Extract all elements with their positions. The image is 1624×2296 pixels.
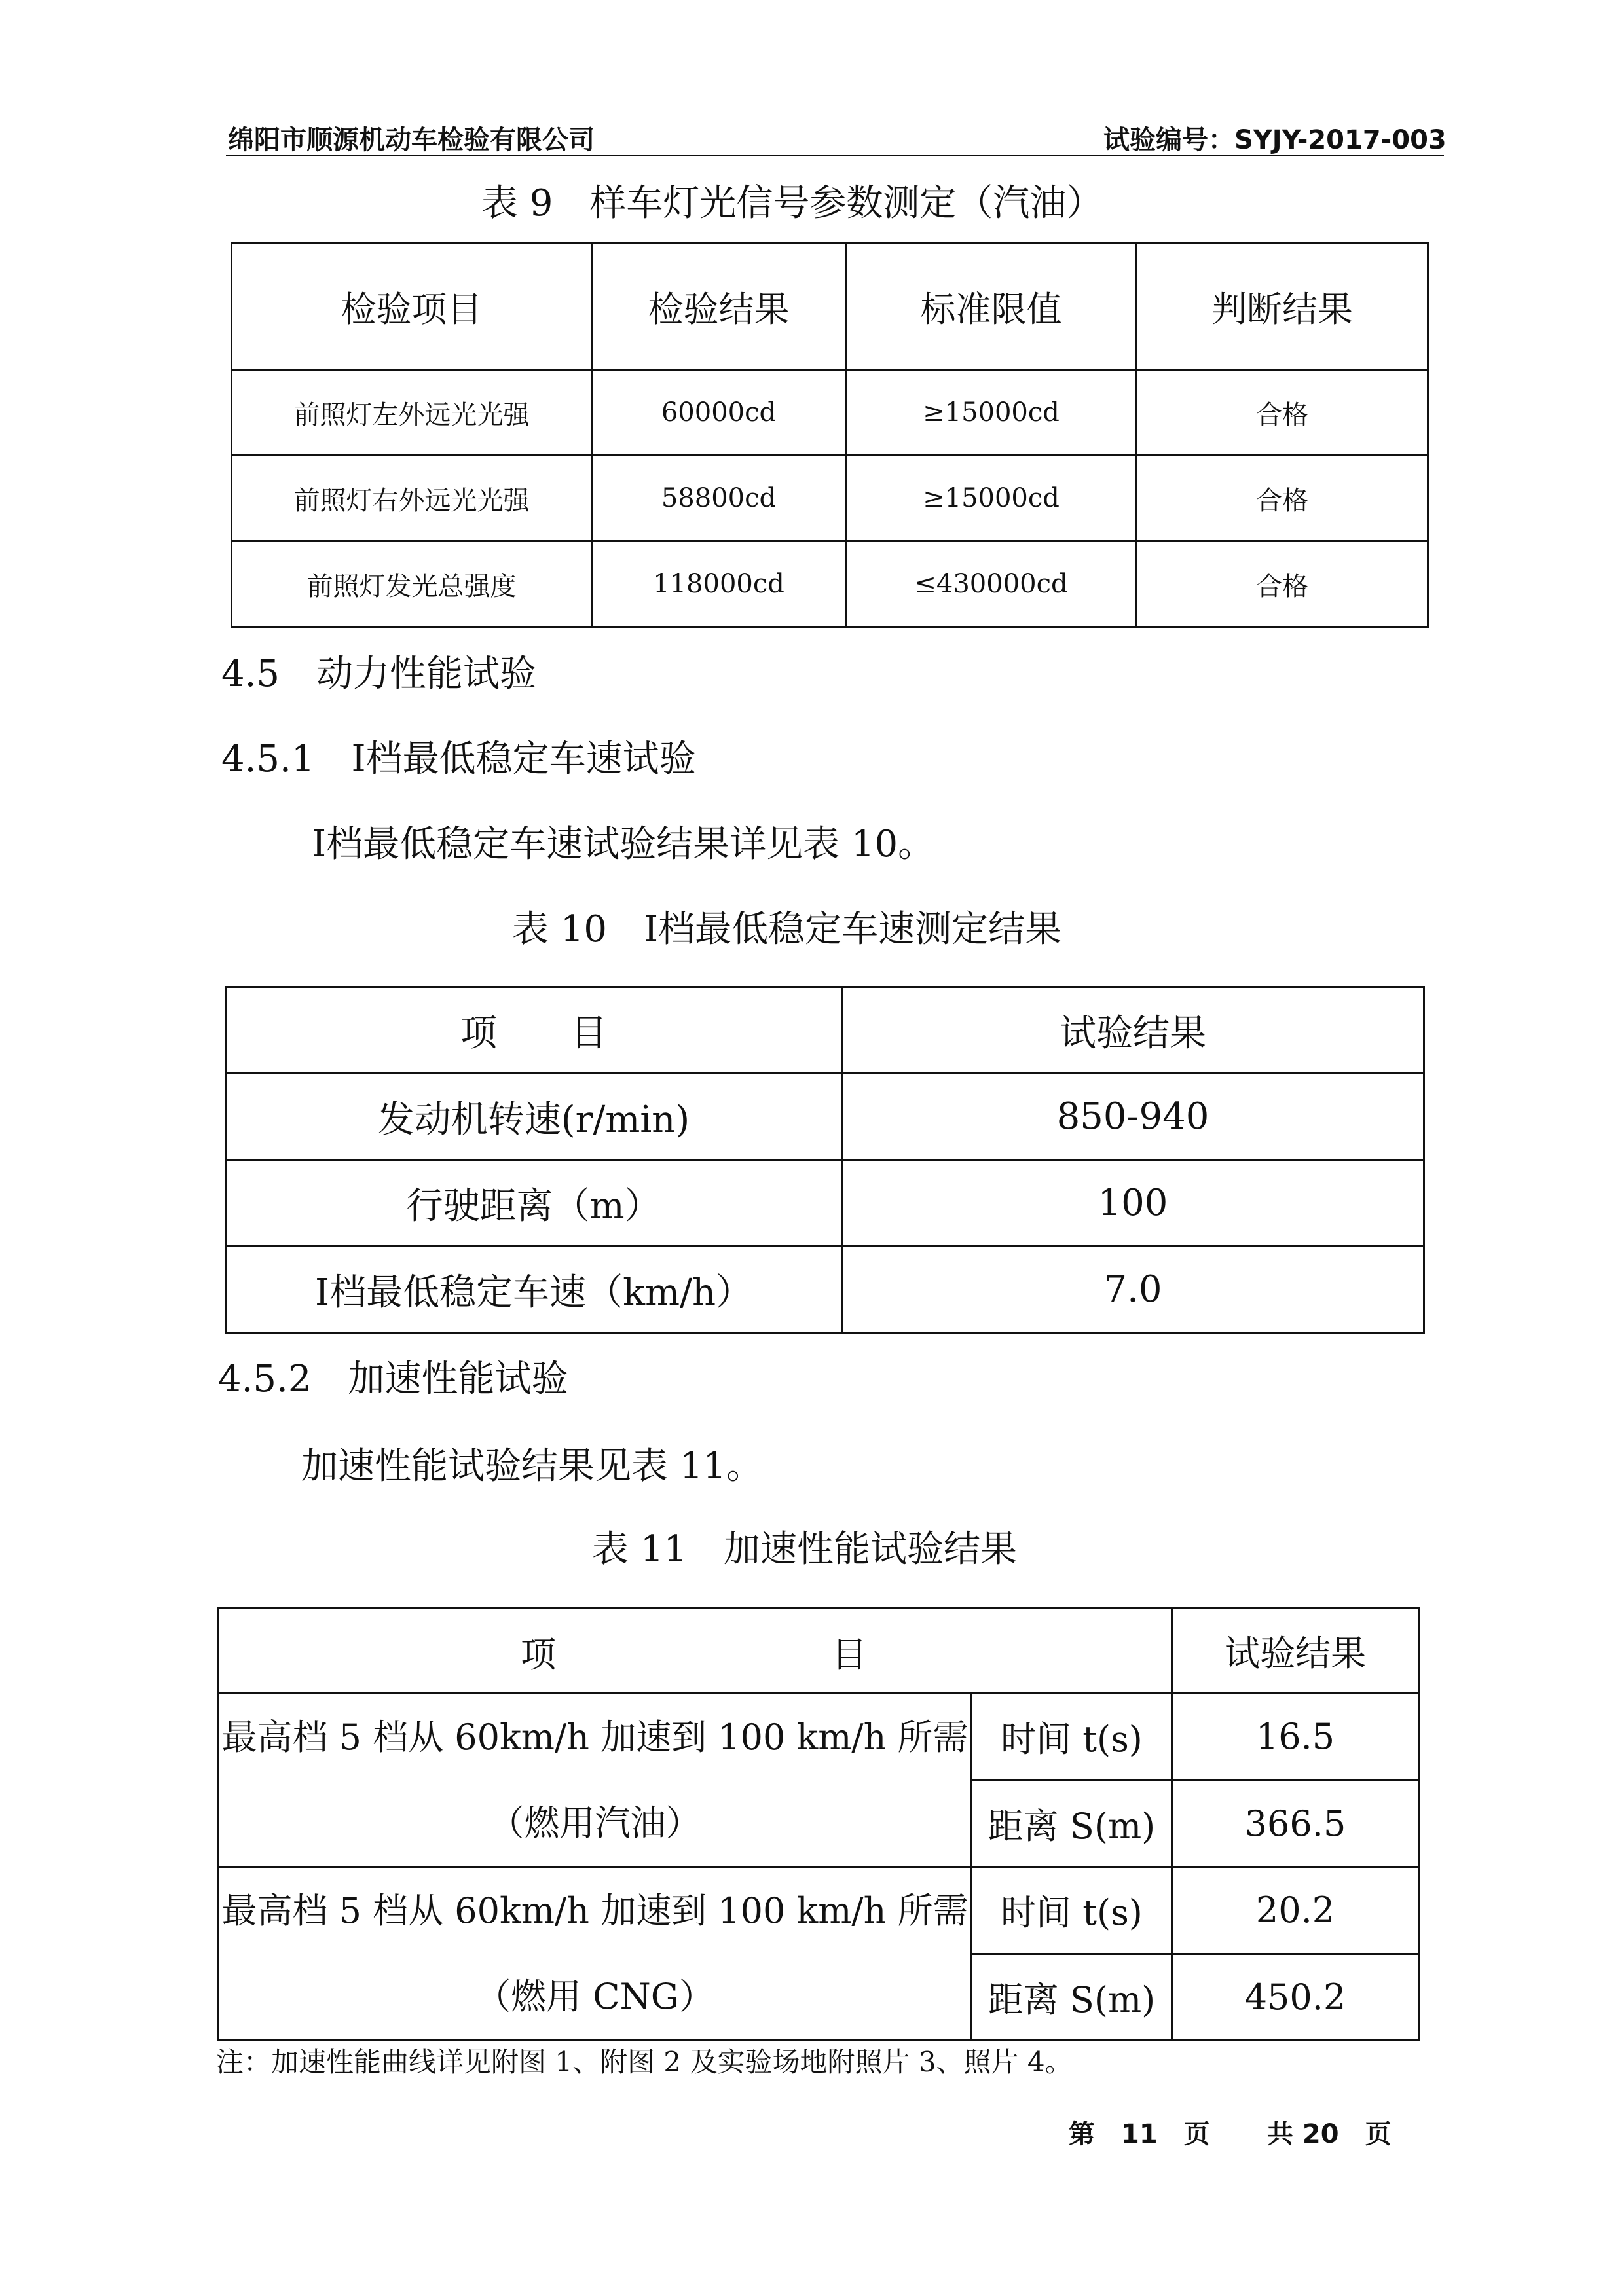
table9-caption: 表 9 样车灯光信号参数测定（汽油） xyxy=(481,182,1103,225)
report-number: 试验编号：SYJY-2017-003 xyxy=(1103,125,1447,155)
table9-cell: 合格 xyxy=(1137,541,1428,627)
table11-dist-value: 450.2 xyxy=(1172,1954,1419,2041)
table11-header-item-left: 项 xyxy=(521,1634,556,1675)
table9-cell: 58800cd xyxy=(592,456,846,541)
table9 xyxy=(231,242,1429,628)
table9-cell: 合格 xyxy=(1137,456,1428,541)
company-name: 绵阳市顺源机动车检验有限公司 xyxy=(228,125,595,155)
page-total: 共 20 页 xyxy=(1267,2119,1392,2149)
table11-dist-label: 距离 S(m) xyxy=(972,1780,1172,1867)
table10-cell: 行驶距离（m） xyxy=(226,1160,842,1247)
table11-group-label xyxy=(219,1694,972,1867)
table9-header: 检验项目 xyxy=(232,244,592,370)
table11-time-value: 16.5 xyxy=(1172,1694,1419,1781)
table11-header-item-right: 目 xyxy=(832,1634,867,1675)
table11-time-label: 时间 t(s) xyxy=(972,1867,1172,1954)
table9-cell: 合格 xyxy=(1137,370,1428,456)
page-number: 第 11 页 xyxy=(1069,2119,1210,2149)
table11 xyxy=(217,1607,1420,2041)
section-4-5-heading: 4.5 动力性能试验 xyxy=(221,653,537,695)
table9-cell: 前照灯左外远光光强 xyxy=(232,370,592,456)
table11-group-label-line2: （燃用汽油） xyxy=(489,1802,701,1844)
table9-cell: ≥15000cd xyxy=(846,370,1137,456)
table10-cell: 7.0 xyxy=(842,1247,1424,1333)
table9-cell: ≤430000cd xyxy=(846,541,1137,627)
table9-header: 标准限值 xyxy=(846,244,1137,370)
table10 xyxy=(225,986,1425,1334)
table11-note: 注：加速性能曲线详见附图 1、附图 2 及实验场地附照片 3、照片 4。 xyxy=(216,2046,1073,2078)
table9-cell: 前照灯发光总强度 xyxy=(232,541,592,627)
table11-header-item xyxy=(219,1609,1172,1694)
table9-cell: 60000cd xyxy=(592,370,846,456)
table11-time-label: 时间 t(s) xyxy=(972,1694,1172,1781)
section-4-5-2-heading: 4.5.2 加速性能试验 xyxy=(218,1358,568,1400)
table9-cell: 前照灯右外远光光强 xyxy=(232,456,592,541)
table11-dist-value: 366.5 xyxy=(1172,1780,1419,1867)
table11-group-label xyxy=(219,1867,972,2041)
table10-caption: 表 10 Ⅰ档最低稳定车速测定结果 xyxy=(512,908,1062,951)
section-4-5-2-paragraph: 加速性能试验结果见表 11。 xyxy=(301,1445,764,1487)
section-4-5-1-heading: 4.5.1 Ⅰ档最低稳定车速试验 xyxy=(221,738,696,780)
table11-dist-label: 距离 S(m) xyxy=(972,1954,1172,2041)
table11-caption: 表 11 加速性能试验结果 xyxy=(592,1528,1018,1571)
table11-group-label-line2: （燃用 CNG） xyxy=(475,1976,714,2017)
table9-cell: 118000cd xyxy=(592,541,846,627)
table9-header: 检验结果 xyxy=(592,244,846,370)
table10-header: 试验结果 xyxy=(842,987,1424,1074)
header-rule xyxy=(226,155,1444,156)
table10-cell: 发动机转速(r/min) xyxy=(226,1074,842,1160)
table10-cell: Ⅰ档最低稳定车速（km/h） xyxy=(226,1247,842,1333)
table9-cell: ≥15000cd xyxy=(846,456,1137,541)
section-4-5-1-paragraph: Ⅰ档最低稳定车速试验结果详见表 10。 xyxy=(312,823,935,866)
table10-cell: 850-940 xyxy=(842,1074,1424,1160)
table10-header: 项 目 xyxy=(226,987,842,1074)
table9-header: 判断结果 xyxy=(1137,244,1428,370)
table11-group-label-line1: 最高档 5 档从 60km/h 加速到 100 km/h 所需 xyxy=(221,1890,969,1931)
table10-cell: 100 xyxy=(842,1160,1424,1247)
table11-time-value: 20.2 xyxy=(1172,1867,1419,1954)
table11-group-label-line1: 最高档 5 档从 60km/h 加速到 100 km/h 所需 xyxy=(221,1717,969,1758)
table11-header-result: 试验结果 xyxy=(1172,1609,1419,1694)
